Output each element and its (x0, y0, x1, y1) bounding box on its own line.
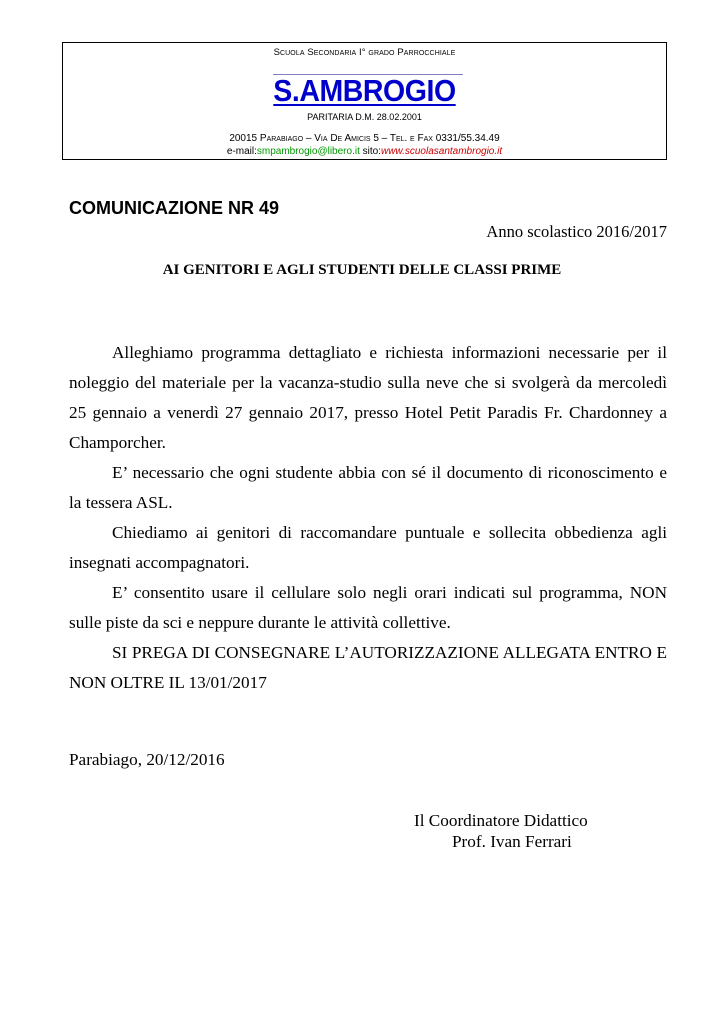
signer-name: Prof. Ivan Ferrari (452, 832, 572, 851)
address-line (63, 133, 666, 144)
address-street: Parabiago – Via De Amicis 5 – Tel. e Fax (259, 133, 433, 144)
school-year: Anno scolastico 2016/2017 (486, 222, 667, 241)
email-label: e-mail: (226, 146, 257, 157)
paragraph-phone-rules: E’ consentito usare il cellulare solo negli orari indicati sul programma, NON sulle piste da sci e neppure durante le attività collettive. (69, 583, 667, 632)
communication-title: COMUNICAZIONE NR 49 (69, 198, 280, 218)
phone-number: 0331/55.34.49 (435, 133, 500, 144)
school-type-line: Scuola Secondaria I° grado Parrocchiale (273, 47, 456, 58)
paragraph-documents: E’ necessario che ogni studente abbia con sé il documento di riconoscimento e la tessera ASL. (69, 463, 667, 512)
email-link[interactable]: smpambrogio@libero.it (256, 146, 360, 157)
place-date: Parabiago, 20/12/2016 (69, 750, 225, 769)
website-link[interactable]: www.scuolasantambrogio.it (380, 146, 503, 157)
letterhead (62, 42, 667, 160)
paritaria-line: PARITARIA D.M. 28.02.2001 (307, 112, 422, 122)
signer-role: Il Coordinatore Didattico (414, 811, 588, 830)
paragraph-obedience: Chiediamo ai genitori di raccomandare puntuale e sollecita obbedienza agli insegnati accompagnatori. (69, 523, 667, 572)
paragraph-program: Alleghiamo programma dettagliato e richiesta informazioni necessarie per il noleggio del materiale per la vacanza-studio sulla neve che si svolgerà da mercoledì 25 gennaio a venerdì 27 gennaio 2017, presso Hotel Petit Paradis Fr. Chardonney a Champorcher. (69, 343, 667, 452)
site-label: sito: (359, 146, 381, 157)
signature-block (414, 810, 588, 852)
recipients-heading: AI GENITORI E AGLI STUDENTI DELLE CLASSI PRIME (162, 262, 562, 278)
school-name: S.AMBROGIO (273, 73, 456, 108)
paragraph-authorization: SI PREGA DI CONSEGNARE L’AUTORIZZAZIONE ALLEGATA ENTRO E NON OLTRE IL 13/01/2017 (69, 643, 667, 692)
letter-body (69, 338, 667, 698)
contact-line (63, 146, 666, 157)
address-zip: 20015 (229, 133, 258, 144)
